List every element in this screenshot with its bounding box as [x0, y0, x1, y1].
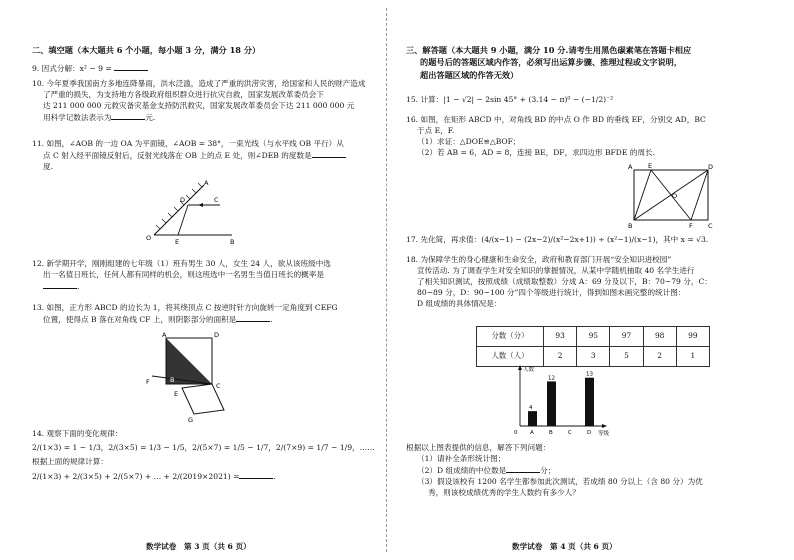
origin-label: 0: [514, 430, 518, 436]
label-o: O: [146, 234, 152, 242]
label-e: E: [175, 238, 180, 246]
figure-13-squares: [146, 330, 228, 422]
grade-bar-chart: [508, 364, 616, 440]
label-d: D: [708, 163, 714, 171]
page-fold-line: [386, 8, 387, 552]
question-16: [406, 114, 790, 158]
question-18-part-1: （1）请补全条形统计图；: [417, 454, 506, 463]
question-18-part-2: （2）D 组成绩的中位数是: [417, 466, 507, 475]
bar-value-label: 13: [586, 371, 593, 378]
category-label: C: [568, 430, 572, 436]
bar-a: [528, 411, 537, 426]
bar-b: [547, 381, 556, 426]
question-18: [406, 254, 790, 309]
bar-value-label: 4: [529, 405, 533, 412]
label-o: O: [672, 192, 678, 200]
fill-blank-section-title: 二、填空题（本大题共 6 个小题，每小题 3 分，满分 18 分）: [32, 45, 261, 55]
label-e: E: [648, 162, 653, 170]
answer-blank: [236, 313, 270, 322]
table-cell: 3: [577, 347, 610, 367]
question-10-line: 达 211 000 000 元救灾备灾基金支持防汛救灾，国家发展改革委员会下达 211 000 000 元: [43, 101, 355, 110]
y-axis-arrow: [518, 365, 522, 370]
label-b: B: [170, 376, 175, 384]
category-label: B: [549, 430, 553, 436]
question-14-expression: 2/(1×3) + 2/(3×5) + 2/(5×7) + … + 2/(2019×2021) =: [32, 472, 240, 481]
question-11-line: 点 C 射入经平面镜反射后，反射光线落在 OB 上的点 E 处，则∠DEB 的度数是: [43, 151, 312, 160]
section-title-line: 超出答题区域的作答无效）: [420, 69, 519, 80]
question-10-line: 了严重的损失，为支持地方各级政府组织群众进行抗灾自救，国家发展改革委员会下: [43, 90, 324, 99]
question-18-line: D 组成绩的具体情况是：: [417, 299, 502, 308]
question-14: 14. 观察下面的变化规律： 2/(1×3) = 1 − 1/3，2/(3×5) = 1/3 − 1/5，2/(5×7) = 1/5 − 1/7，2/(7×9) = 1/7 − 1/9，…… 根据上面的规律计算： 2/(1×3) + 2/(3×5) + 2/(5×7) + … + 2/(2019×2021) = .: [32, 428, 378, 482]
question-17: 17. 先化简，再求值：(4/(x−1) − (2x−2)/(x²−2x+1)) ÷ (x²−1)/(x−1)，其中 x = √3.: [406, 235, 709, 244]
answer-blank: [111, 111, 145, 120]
answer-blank: [506, 464, 540, 473]
bar-value-label: 12: [548, 375, 555, 382]
mirror-oa: [154, 185, 204, 235]
segment-df: [691, 170, 708, 220]
figure-16-rectangle: [626, 162, 716, 230]
label-g: G: [188, 416, 194, 422]
segment-ef: [651, 170, 691, 220]
question-16-line: 16. 如图，在矩形 ABCD 中，对角线 BD 的中点 O 作 BD 的垂线 EF，分别交 AD，BC: [406, 115, 706, 124]
question-10-unit: 元.: [145, 113, 156, 122]
question-12-line: 12. 新学期开学，刚刚组建的七年级（1）班有男生 30 人，女生 24 人，欲从该班级中选: [32, 259, 331, 268]
label-c: C: [214, 196, 219, 204]
table-cell: 95: [577, 327, 610, 347]
label-d: D: [180, 196, 186, 204]
table-cell: 1: [676, 347, 709, 367]
section-title-line: 三、解答题（本大题共 9 小题，满分 10 分.请考生用黑色碳素笔在答题卡相应: [406, 45, 692, 55]
question-18-line: 18. 为保障学生的身心健康和生命安全，政府和教育部门开展“安全知识进校园”: [406, 255, 672, 264]
question-14-line: 根据上面的规律计算：: [32, 457, 108, 466]
question-18-line: 了相关知识测试，按照成绩（成绩取整数）分成 A：69 分及以下，B：70~79 分，C：: [417, 277, 712, 286]
answer-blank: [114, 62, 148, 71]
label-d: D: [214, 331, 220, 339]
ray-arrow: [198, 203, 203, 207]
answer-section-title: [406, 44, 792, 81]
x-axis-label: 等级: [598, 431, 610, 437]
left-page-footer: 数学试卷 第 3 页（共 6 页）: [146, 542, 251, 551]
question-16-line: （1）求证：△DOE≌△BOF；: [417, 137, 521, 146]
question-18-part-3: （3）假设该校有 1200 名学生都参加此次测试，若成绩 80 分以上（含 80 分）为优: [417, 477, 703, 486]
question-18-line: 80~89 分，D：90~100 分”四个等级进行统计，得到如图未画完整的统计图：: [417, 288, 686, 297]
label-e: E: [174, 390, 179, 398]
right-page: [392, 0, 794, 560]
y-axis-label: 人数: [523, 367, 535, 373]
figure-11-mirror: [140, 178, 240, 246]
question-18-followup: [406, 442, 790, 498]
question-16-line: 于点 E，F.: [417, 126, 455, 135]
label-a: A: [204, 179, 209, 187]
label-c: C: [708, 222, 713, 230]
category-label: A: [530, 430, 534, 436]
table-cell: 2: [643, 347, 676, 367]
table-header-cell: 人数（人）: [477, 347, 544, 367]
label-a: A: [628, 163, 633, 171]
label-b: B: [628, 222, 633, 230]
table-cell: 5: [610, 347, 643, 367]
question-14-line: 14. 观察下面的变化规律：: [32, 429, 123, 438]
table-row: [477, 327, 710, 347]
table-cell: 97: [610, 327, 643, 347]
segment-be: [634, 170, 651, 220]
bar-d: [585, 378, 594, 426]
question-9: [32, 62, 148, 74]
label-c: C: [216, 382, 221, 390]
question-13-line: 位置，使得点 B 落在对角线 CF 上，则阴影部分的面积是: [43, 315, 237, 324]
mirror-hatching: [156, 183, 202, 229]
d-group-score-table: [476, 326, 710, 367]
label-a: A: [162, 331, 167, 339]
question-11-line: 11. 如图，∠AOB 的一边 OA 为平面镜，∠AOB = 38°，一束光线（与水平线 OB 平行）从: [32, 139, 344, 148]
question-18-line: 宣传活动. 为了调查学生对安全知识的掌握情况，从某中学随机抽取 40 名学生进行: [417, 266, 695, 275]
label-b: B: [230, 238, 235, 246]
table-header-cell: 分数（分）: [477, 327, 544, 347]
table-cell: 98: [643, 327, 676, 347]
question-10-line: 10. 今年夏季我国南方多地连降暴雨，洪水泛滥，造成了严重的洪涝灾害，给国家和人民的财产造成: [32, 79, 366, 88]
question-10: [32, 78, 378, 123]
section-title-line: 的题号后的答题区域内作答，必须写出运算步骤、推理过程或文字说明，: [420, 57, 683, 68]
question-10-line: 用科学记数法表示为: [43, 113, 112, 122]
answer-blank: [312, 149, 346, 158]
label-f: F: [146, 378, 150, 386]
question-11-line: 度.: [43, 162, 54, 171]
question-18-line: 秀，则该校成绩优秀的学生人数约有多少人？: [428, 488, 580, 497]
question-16-line: （2）若 AB = 6，AD = 8，连接 BE，DF，求四边形 BFDE 的周长.: [417, 148, 656, 157]
question-13-line: 13. 如图，正方形 ABCD 的边长为 1，将其绕顶点 C 按逆时针方向旋转一定角度到 CEFG: [32, 303, 338, 312]
question-18-unit: 分；: [540, 466, 556, 475]
question-15: 15. 计算：|1 − √2| − 2sin 45° + (3.14 − π)⁰ − (−1/2)⁻²: [406, 95, 614, 104]
x-axis-arrow: [602, 424, 607, 428]
category-label: D: [587, 430, 592, 436]
label-f: F: [689, 222, 693, 230]
right-page-footer: 数学试卷 第 4 页（共 6 页）: [512, 542, 617, 551]
answer-blank: [239, 470, 273, 479]
question-18-line: 根据以上图表提供的信息，解答下列问题：: [406, 443, 551, 452]
answer-blank: [43, 280, 77, 289]
table-cell: 93: [544, 327, 577, 347]
question-12: 12. 新学期开学，刚刚组建的七年级（1）班有男生 30 人，女生 24 人，欲从该班级中选 出一名值日班长，任何人都有同样的机会，则这班选中一名男生当值日班长的概率是 .: [32, 258, 378, 292]
question-12-line: 出一名值日班长，任何人都有同样的机会，则这班选中一名男生当值日班长的概率是: [43, 270, 324, 279]
question-11: [32, 138, 378, 172]
table-cell: 2: [544, 347, 577, 367]
left-page: [0, 0, 380, 560]
table-cell: 99: [676, 327, 709, 347]
question-9-text: 9. 因式分解：x² − 9 =: [32, 64, 112, 73]
question-14-pattern: 2/(1×3) = 1 − 1/3，2/(3×5) = 1/3 − 1/5，2/(5×7) = 1/5 − 1/7，2/(7×9) = 1/7 − 1/9，……: [32, 443, 375, 452]
question-13: 13. 如图，正方形 ABCD 的边长为 1，将其绕顶点 C 按逆时针方向旋转一定角度到 CEFG 位置，使得点 B 落在对角线 CF 上，则阴影部分的面积是 .: [32, 302, 378, 325]
